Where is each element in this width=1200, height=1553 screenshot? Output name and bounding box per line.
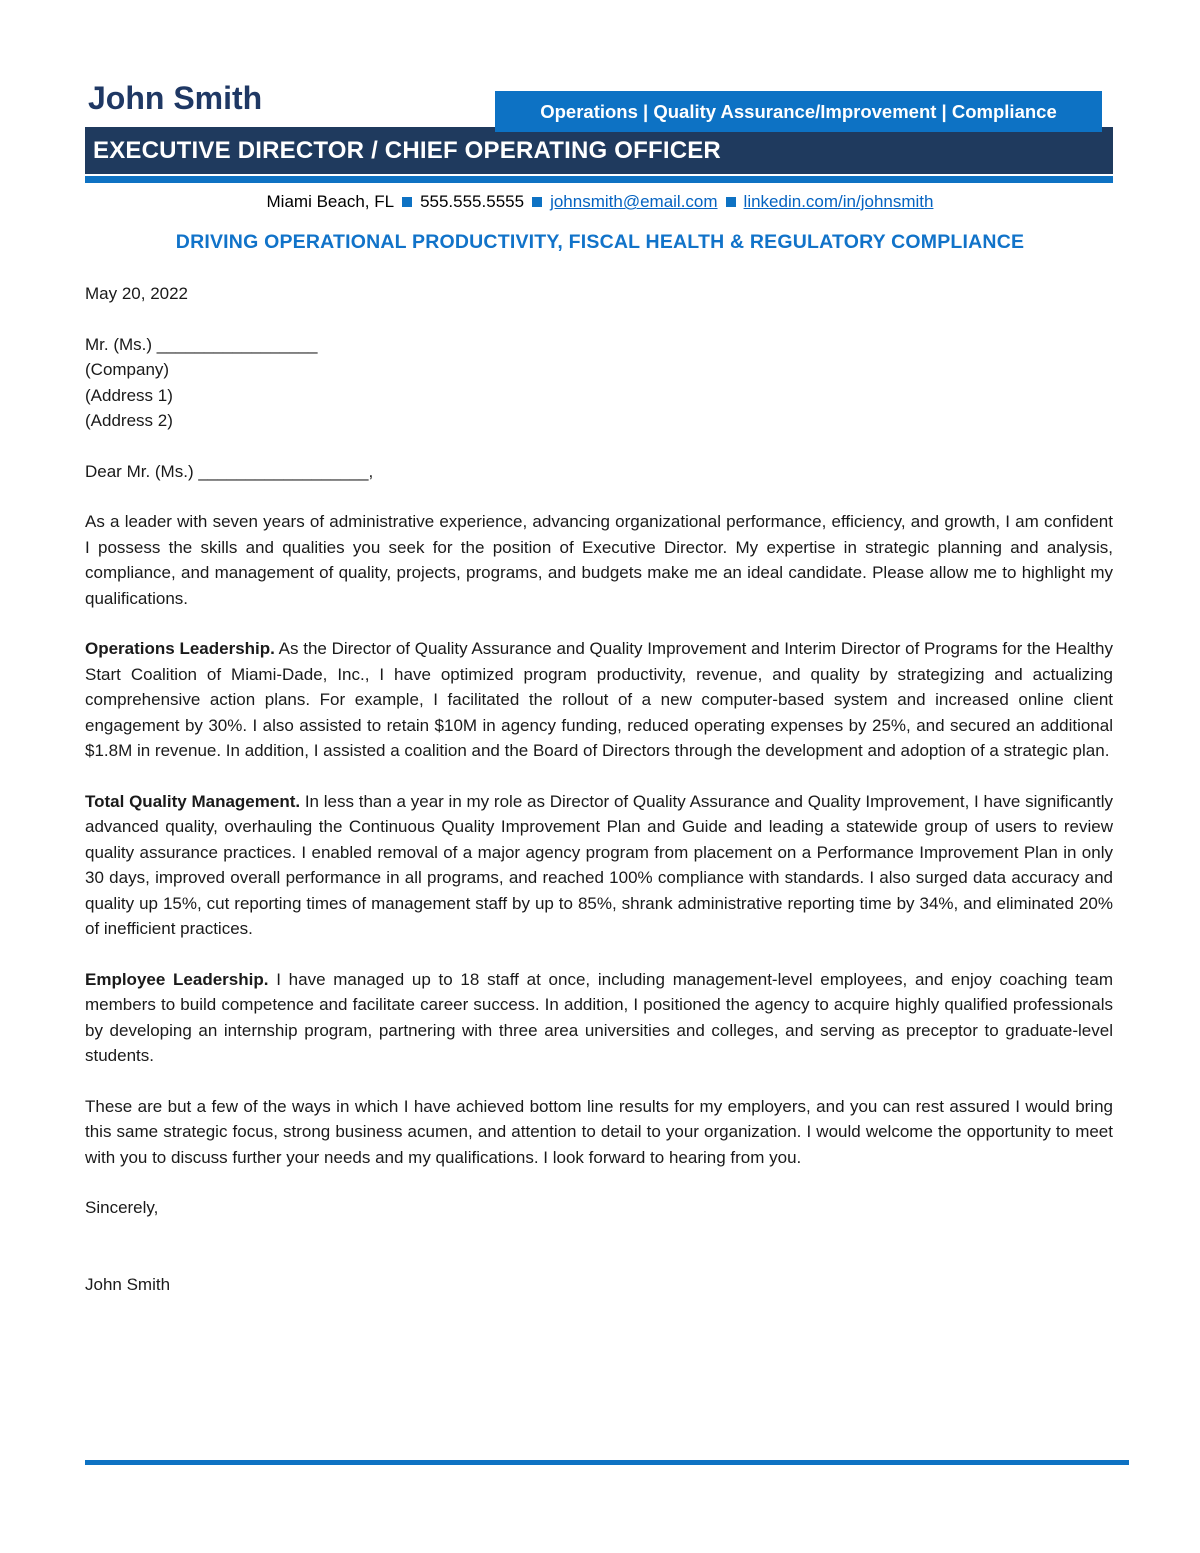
recipient-address2-line: (Address 2) [85,411,173,430]
title-bar-text: EXECUTIVE DIRECTOR / CHIEF OPERATING OFFICER [93,136,721,164]
recipient-company-line: (Company) [85,360,170,379]
signature-name: John Smith [85,1274,171,1294]
paragraph-lead: Operations Leadership. [85,639,275,658]
contact-line [0,192,1200,212]
letter-date: May 20, 2022 [85,284,189,303]
closing-line: Sincerely, [85,1198,159,1217]
contact-phone: 555.555.5555 [420,192,525,211]
linkedin-link[interactable]: linkedin.com/in/johnsmith [743,192,934,211]
accent-strip [85,176,1113,183]
tagline-box [495,91,1102,132]
contact-location: Miami Beach, FL [266,192,395,211]
paragraph-intro [85,509,1113,611]
tagline-text: Operations | Quality Assurance/Improvement | Compliance [540,100,1057,122]
paragraph-text: I have managed up to 18 staff at once, including management-level employees, and enjoy coaching team members to build competence and facilitate career success. In addition, I positioned the agency to acquire highly qualified professionals by developing an internship program, partnering with three area universities and colleges, and serving as preceptor to graduate-level students. [85,969,1113,1065]
paragraph-closing-summary [85,1094,1113,1171]
title-bar [85,127,1113,174]
paragraph-operations-leadership [85,636,1113,764]
headline: DRIVING OPERATIONAL PRODUCTIVITY, FISCAL HEALTH & REGULATORY COMPLIANCE [175,231,1025,253]
square-bullet-icon [402,197,412,207]
email-link[interactable]: johnsmith@email.com [550,192,718,211]
footer-rule [85,1460,1129,1465]
recipient-block [85,332,1113,434]
paragraph-text: As a leader with seven years of administrative experience, advancing organizational performance, efficiency, and growth, I am confident I possess the skills and qualities you seek for the position of Executive Director. My expertise in strategic planning and analysis, compliance, and management of quality, projects, programs, and budgets make me an ideal candidate. Please allow me to highlight my qualifications. [85,512,1113,608]
square-bullet-icon [726,197,736,207]
recipient-name-line: Mr. (Ms.) _________________ [85,334,318,354]
paragraph-total-quality-management [85,789,1113,942]
paragraph-lead: Total Quality Management. [85,791,301,811]
candidate-name: John Smith [88,80,263,116]
letter-body [85,281,1113,1297]
paragraph-text: In less than a year in my role as Director of Quality Assurance and Quality Improvement, I have significantly advanced quality, overhauling the Continuous Quality Improvement Plan and Guide and leading a statewide group of users to review quality assurance practices. I enabled removal of a major agency program from placement on a Performance Improvement Plan in only 30 days, improved overall performance in all programs, and reached 100% compliance with standards. I also surged data accuracy and quality up 15%, cut reporting times of management staff by up to 85%, shrank administrative reporting time by 34%, and eliminated 20% of inefficient practices. [85,791,1113,938]
greeting-line: Dear Mr. (Ms.) __________________, [85,461,374,481]
paragraph-text: As the Director of Quality Assurance and Quality Improvement and Interim Director of Programs for the Healthy Start Coalition of Miami-Dade, Inc., I have optimized program productivity, revenue, and quality by strategizing and actualizing comprehensive action plans. For example, I facilitated the rollout of a new computer-based system and increased online client engagement by 30%. I also assisted to retain $10M in agency funding, reduced operating expenses by 25%, and secured an additional $1.8M in revenue. In addition, I assisted a coalition and the Board of Directors through the development and adoption of a strategic plan. [85,639,1113,760]
paragraph-employee-leadership [85,967,1113,1069]
recipient-address1-line: (Address 1) [85,385,173,405]
paragraph-text: These are but a few of the ways in which I have achieved bottom line results for my employers, and you can rest assured I would bring this same strategic focus, strong business acumen, and attention to detail to your organization. I would welcome the opportunity to meet with you to discuss further your needs and my qualifications. I look forward to hearing from you. [85,1096,1113,1167]
paragraph-lead: Employee Leadership. [85,969,269,989]
square-bullet-icon [532,197,542,207]
